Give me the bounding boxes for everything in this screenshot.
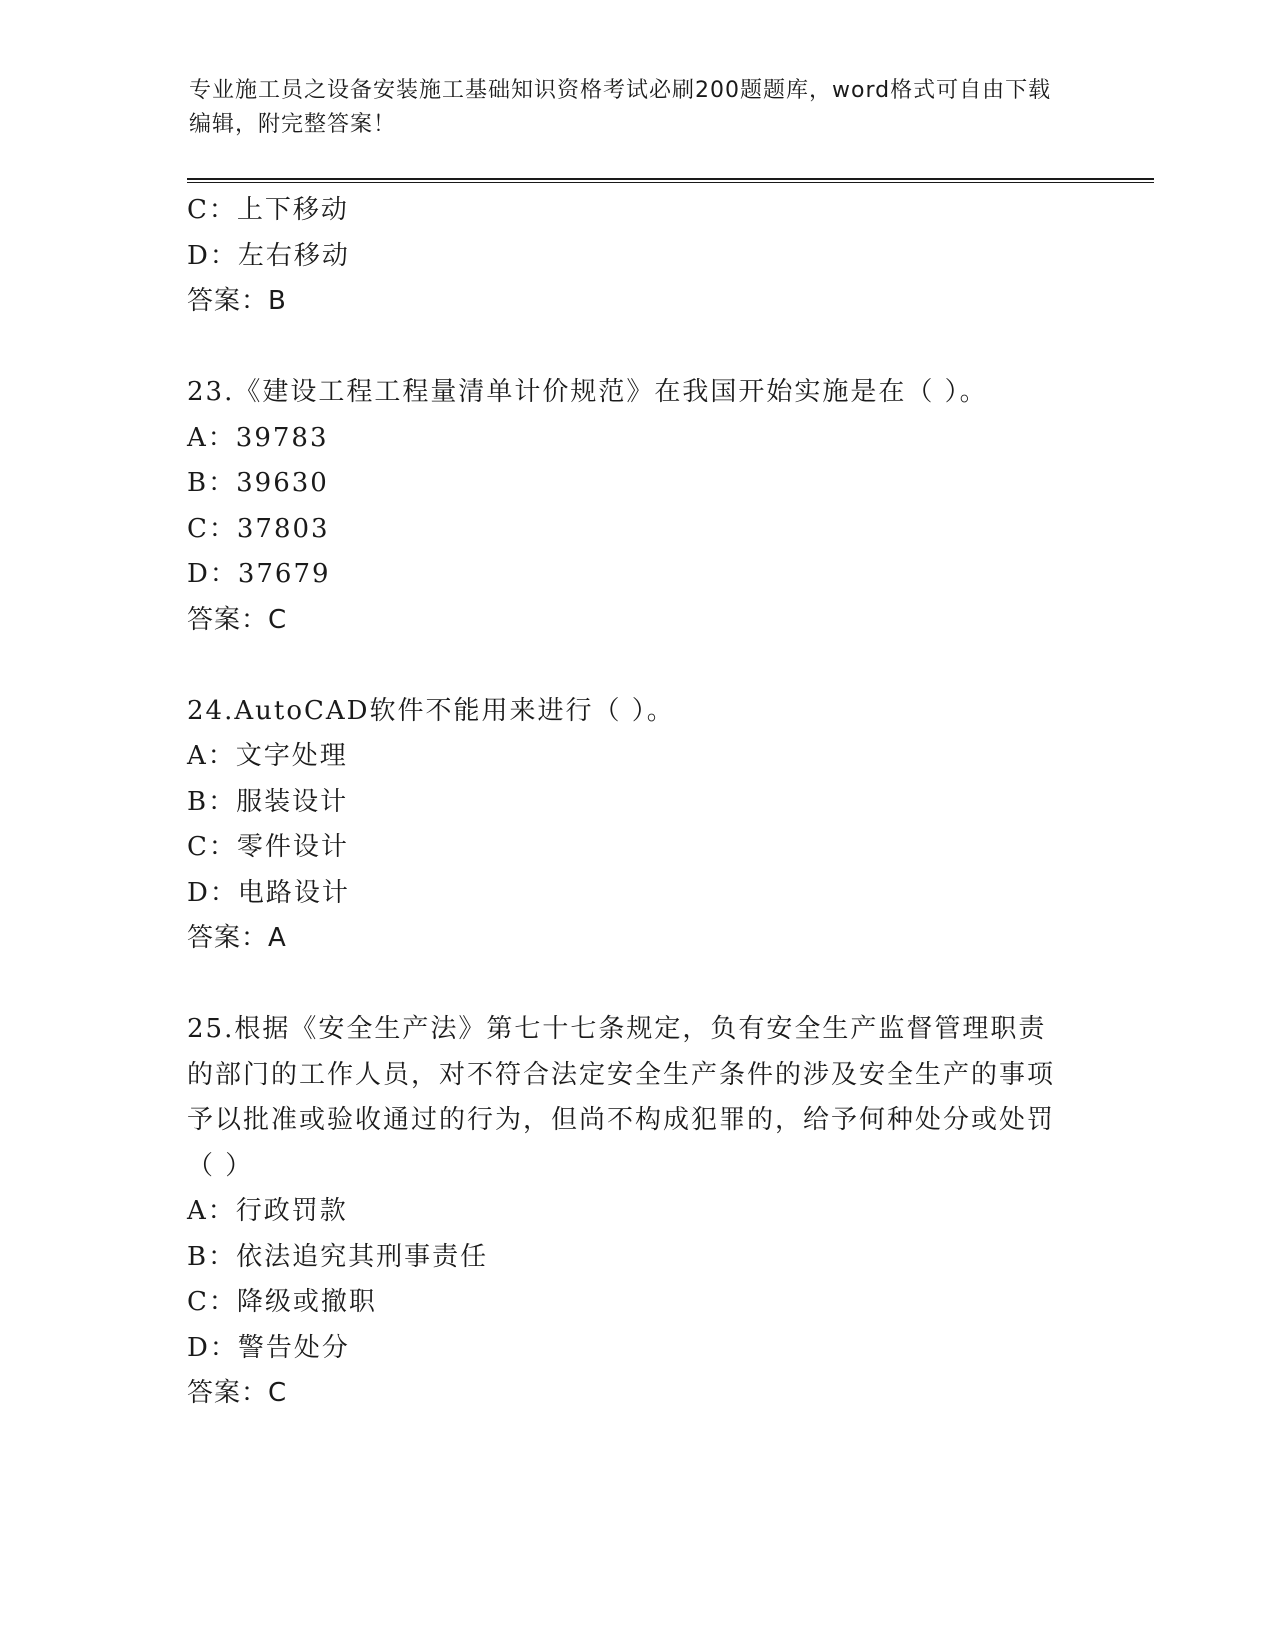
option-b: B：39630	[187, 468, 329, 498]
spacer	[187, 643, 1087, 689]
option-d: D：左右移动	[187, 240, 350, 271]
option-c: C：上下移动	[187, 195, 349, 225]
option-a: A：行政罚款	[187, 1196, 348, 1226]
option-c: C：降级或撤职	[187, 1287, 377, 1317]
answer-line: 答案：C	[187, 604, 288, 635]
answer-line: 答案：B	[187, 286, 287, 316]
option-c: C：零件设计	[187, 832, 349, 862]
question-stem: 24.AutoCAD软件不能用来进行（ ）。	[187, 695, 675, 726]
option-c: C：37803	[187, 513, 330, 544]
option-d: D：电路设计	[187, 877, 350, 908]
header-divider-thin	[187, 182, 1154, 183]
option-d: D：37679	[187, 559, 331, 589]
document-header: 专业施工员之设备安装施工基础知识资格考试必刷200题题库，word格式可自由下载编辑，附完整答案！	[189, 78, 1052, 137]
question-stem: 25.根据《安全生产法》第七十七条规定，负有安全生产监督管理职责的部门的工作人员，对不符合法定安全生产条件的涉及安全生产的事项予以批准或验收通过的行为，但尚不构成犯罪的，给予何种处分或处罚（ ）	[187, 1014, 1056, 1181]
question-list	[187, 188, 1087, 1417]
header-divider	[187, 178, 1154, 180]
option-d: D：警告处分	[187, 1332, 350, 1363]
option-a: A：39783	[187, 422, 329, 453]
option-b: B：服装设计	[187, 786, 349, 817]
option-b: B：依法追究其刑事责任	[187, 1241, 489, 1272]
spacer	[187, 962, 1087, 1008]
spacer	[187, 325, 1087, 371]
answer-line: 答案：C	[187, 1378, 288, 1408]
answer-line: 答案：A	[187, 923, 287, 953]
option-a: A：文字处理	[187, 741, 348, 771]
question-stem: 23.《建设工程工程量清单计价规范》在我国开始实施是在（ ）。	[187, 377, 988, 407]
